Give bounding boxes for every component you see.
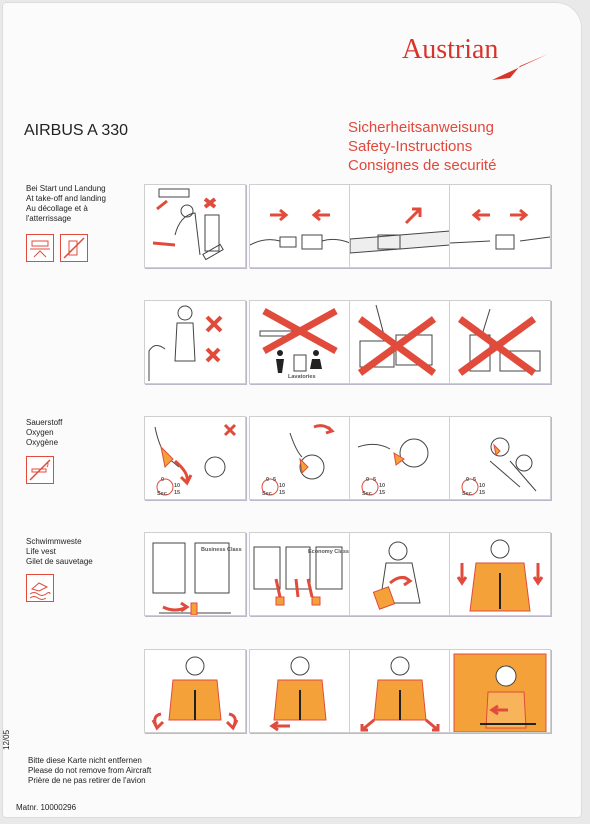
label-sec: Sec — [262, 491, 272, 497]
material-number: Matnr. 10000296 — [16, 803, 77, 812]
section-line: At take-off and landing — [26, 194, 106, 203]
panel-vest-fasten — [249, 649, 351, 733]
section-line: Au décollage et à — [26, 204, 88, 213]
panel-vest-strap-around — [144, 649, 246, 733]
panel-seatbelt-sign — [144, 184, 246, 268]
panel-vest-tighten — [349, 649, 451, 733]
label-t15: 15 — [379, 490, 386, 496]
panel-vest-unpack — [349, 532, 451, 616]
label-t0: 0 — [366, 477, 370, 483]
panel-oxygen-assist — [449, 416, 551, 500]
label-t0: 0 — [266, 477, 270, 483]
section-line: Bei Start und Landung — [26, 184, 106, 193]
section-line: Sauerstoff — [26, 418, 63, 427]
label-t15: 15 — [174, 490, 181, 496]
panel-oxygen-drop — [144, 416, 246, 500]
label-t10: 10 — [479, 483, 486, 489]
footer-line: Bitte diese Karte nicht entfernen — [28, 756, 142, 765]
section-oxygen-label — [26, 418, 62, 448]
label-lavatories: Lavatories — [288, 374, 316, 380]
version-code: 12/05 — [2, 729, 11, 750]
label-business-class: Business Class — [201, 547, 242, 553]
panel-buckle-tighten — [349, 184, 451, 268]
no-electronics-icon — [60, 234, 88, 262]
label-t15: 15 — [479, 490, 486, 496]
label-economy-class: Economy Class — [308, 549, 349, 555]
safety-card — [2, 2, 582, 818]
label-t5: 5 — [273, 477, 277, 483]
label-t15: 15 — [279, 490, 286, 496]
panel-oxygen-mask — [349, 416, 451, 500]
label-t10: 10 — [174, 483, 181, 489]
panel-vest-over-head — [449, 532, 551, 616]
label-t10: 10 — [279, 483, 286, 489]
section-line: Schwimmweste — [26, 537, 82, 546]
footer-line: Please do not remove from Aircraft — [28, 766, 152, 775]
brand-logo-text: Austrian — [402, 34, 499, 65]
label-t0: 0 — [161, 477, 165, 483]
label-t0: 0 — [466, 477, 470, 483]
panel-no-smoking-lavatories — [249, 300, 351, 384]
label-sec: Sec — [157, 491, 167, 497]
section-line: l'atterrissage — [26, 214, 72, 223]
footer-line: Prière de ne pas retirer de l'avion — [28, 776, 146, 785]
aircraft-type: AIRBUS A 330 — [24, 122, 129, 139]
panel-vest-business — [144, 532, 246, 616]
label-t5: 5 — [473, 477, 477, 483]
title-fr: Consignes de securité — [348, 157, 497, 174]
panel-buckle-open — [449, 184, 551, 268]
life-vest-icon — [26, 574, 54, 602]
panel-buckle-fasten — [249, 184, 351, 268]
panel-oxygen-pull — [249, 416, 351, 500]
panel-vest-child — [449, 649, 551, 733]
section-takeoff-label — [26, 184, 106, 224]
card-titles — [348, 118, 496, 175]
label-sec: Sec — [362, 491, 372, 497]
section-line: Oxygen — [26, 428, 54, 437]
label-t5: 5 — [373, 477, 377, 483]
label-sec: Sec — [462, 491, 472, 497]
panel-no-standing — [144, 300, 246, 384]
no-smoking-icon — [26, 456, 54, 484]
panel-vest-economy — [249, 532, 351, 616]
section-line: Life vest — [26, 547, 56, 556]
footer-notice — [28, 756, 151, 786]
section-line: Gilet de sauvetage — [26, 557, 93, 566]
seatbelt-sign-icon — [26, 234, 54, 262]
section-lifevest-label — [26, 537, 93, 567]
label-t10: 10 — [379, 483, 386, 489]
section-line: Oxygène — [26, 438, 59, 447]
panel-no-radios — [449, 300, 551, 384]
title-en: Safety-Instructions — [348, 138, 473, 155]
airline-swoosh-icon — [490, 48, 550, 88]
panel-no-phones — [349, 300, 451, 384]
title-de: Sicherheitsanweisung — [348, 119, 494, 136]
